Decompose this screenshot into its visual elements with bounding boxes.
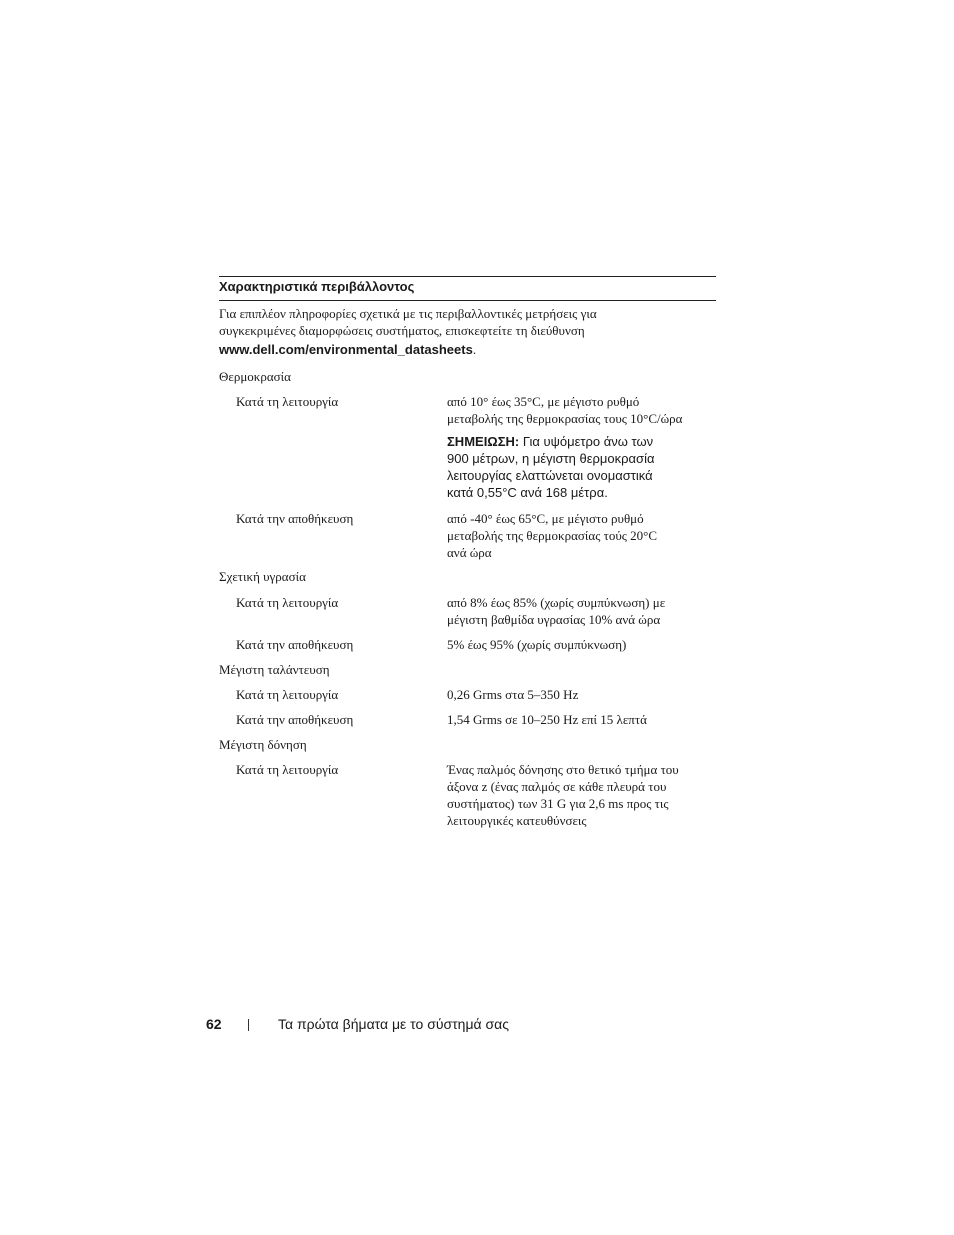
value-line: Ένας παλμός δόνησης στο θετικό τμήμα του [447,762,679,777]
note-line: 900 μέτρων, η μέγιστη θερμοκρασία [447,451,655,466]
note [447,433,709,501]
temperature-title: Θερμοκρασία [219,369,291,384]
vibration-storage-value: 1,54 Grms σε 10–250 Hz επί 15 λεπτά [447,712,647,727]
value-line: μέγιστη βαθμίδα υγρασίας 10% ανά ώρα [447,612,661,627]
temperature-storage-value [447,510,709,561]
value-line: μεταβολής της θερμοκρασίας τούς 20°C [447,528,658,543]
value-line: από 8% έως 85% (χωρίς συμπύκνωση) με [447,595,666,610]
value-line: από 10° έως 35°C, με μέγιστο ρυθμό [447,394,640,409]
humidity-op-label: Κατά τη λειτουργία [236,595,339,610]
intro-paragraph [219,305,699,358]
humidity-op-value [447,594,709,628]
value-line: άξονα z (ένας παλμός σε κάθε πλευρά του [447,779,667,794]
vibration-storage-label: Κατά την αποθήκευση [236,712,354,727]
temperature-storage-label: Κατά την αποθήκευση [236,511,354,526]
note-line: κατά 0,55°C ανά 168 μέτρα. [447,485,608,500]
shock-op-value [447,761,709,829]
vibration-title: Μέγιστη ταλάντευση [219,662,330,677]
value-line: ανά ώρα [447,545,492,560]
table-top-rule [219,276,716,277]
value-line: μεταβολής της θερμοκρασίας τους 10°C/ώρα [447,411,683,426]
note-label: ΣΗΜΕΙΩΣΗ: [447,434,520,449]
humidity-storage-value: 5% έως 95% (χωρίς συμπύκνωση) [447,637,627,652]
value-line: από -40° έως 65°C, με μέγιστο ρυθμό [447,511,644,526]
temperature-op-label: Κατά τη λειτουργία [236,394,339,409]
vibration-op-label: Κατά τη λειτουργία [236,687,339,702]
value-line: λειτουργικές κατευθύνσεις [447,813,587,828]
humidity-storage-label: Κατά την αποθήκευση [236,637,354,652]
intro-end: . [472,342,477,357]
footer-separator [248,1019,249,1031]
note-line: λειτουργίας ελαττώνεται ονομαστικά [447,468,653,483]
temperature-op-value [447,393,709,427]
table-header: Χαρακτηριστικά περιβάλλοντος [219,279,415,294]
datasheets-link[interactable]: www.dell.com/environmental_datasheets [219,342,473,357]
intro-line: συγκεκριμένες διαμορφώσεις συστήματος, επισκεφτείτε τη διεύθυνση [219,323,585,338]
humidity-title: Σχετική υγρασία [219,569,306,584]
note-line: Για υψόμετρο άνω των [522,434,654,449]
intro-line: Για επιπλέον πληροφορίες σχετικά με τις περιβαλλοντικές μετρήσεις για [219,306,597,321]
page-number: 62 [206,1016,222,1032]
shock-op-label: Κατά τη λειτουργία [236,762,339,777]
value-line: συστήματος) των 31 G για 2,6 ms προς τις [447,796,669,811]
vibration-op-value: 0,26 Grms στα 5–350 Hz [447,687,579,702]
footer-title: Τα πρώτα βήματα με το σύστημά σας [278,1016,509,1032]
shock-title: Μέγιστη δόνηση [219,737,307,752]
table-header-rule [219,300,716,301]
